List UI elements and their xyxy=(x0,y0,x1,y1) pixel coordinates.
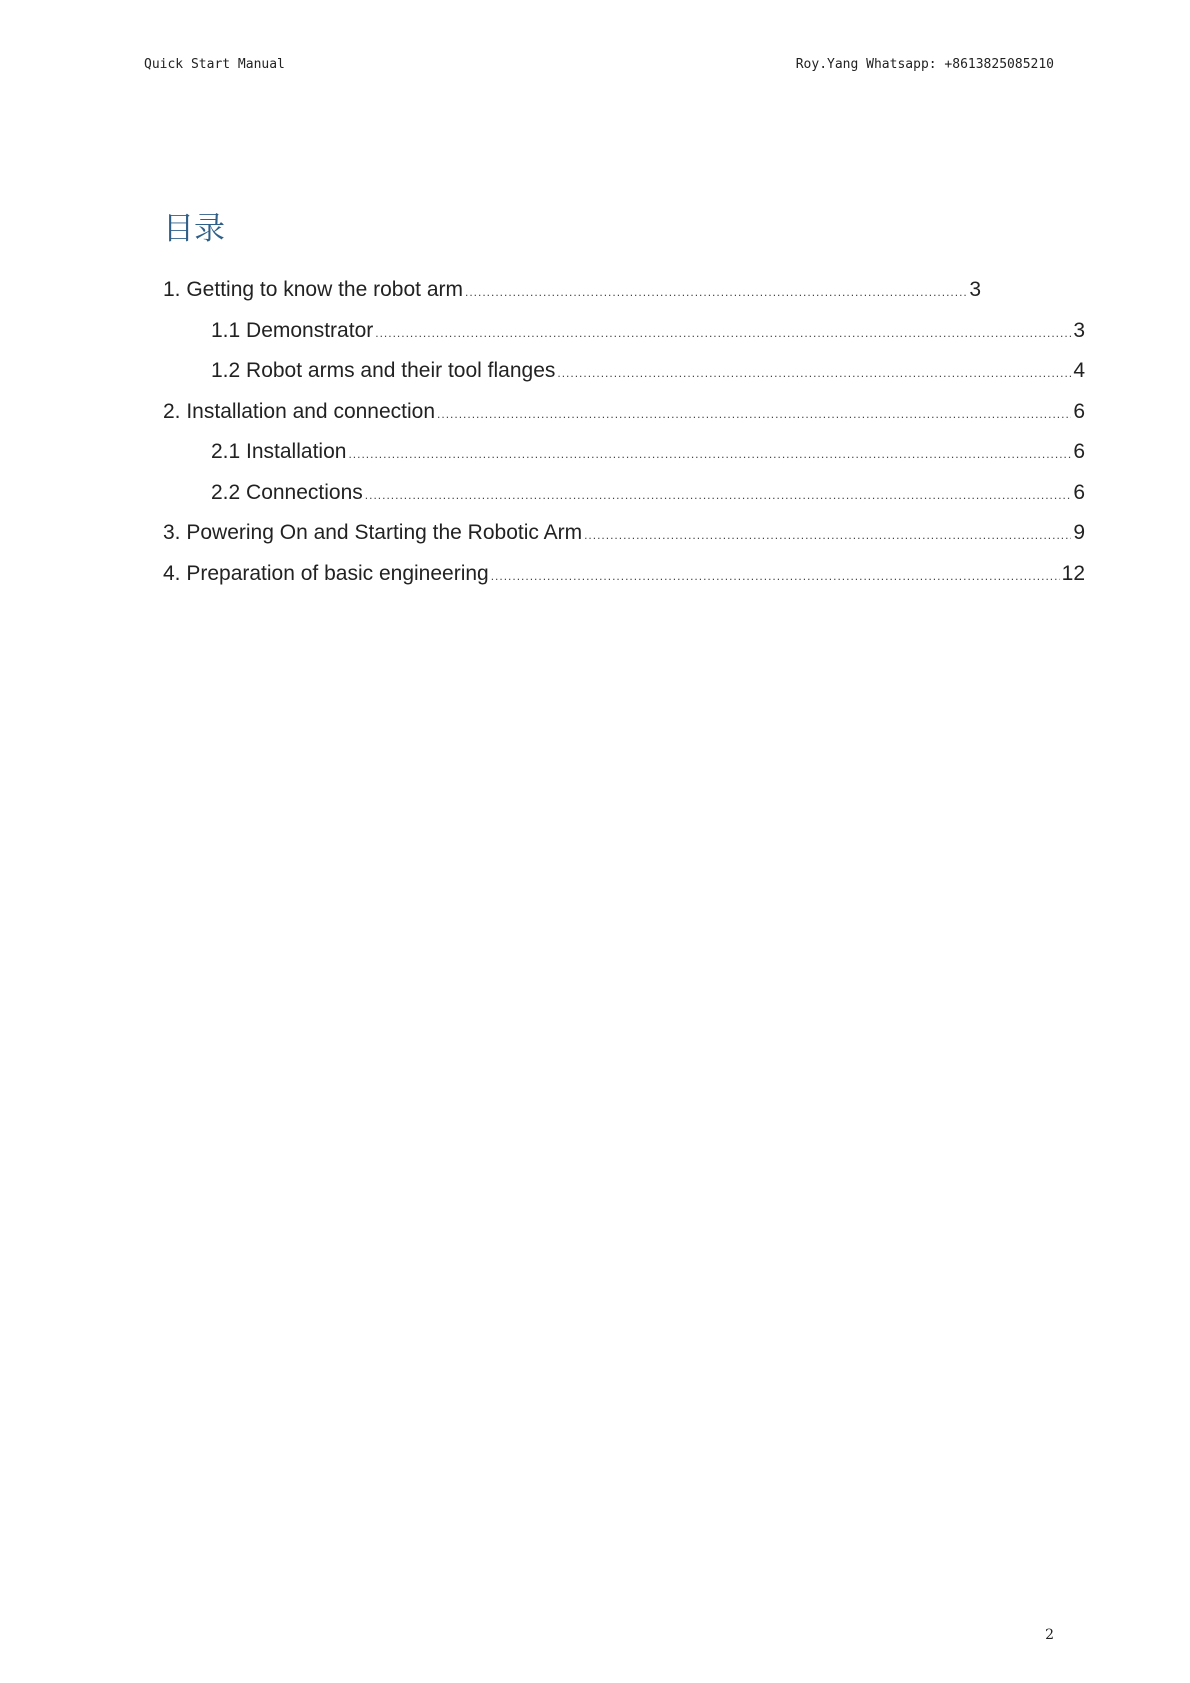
toc-entry[interactable] xyxy=(163,481,1085,522)
toc-entry-page: 4 xyxy=(1073,359,1085,382)
page-number: 2 xyxy=(1045,1627,1054,1643)
toc-dot-leader xyxy=(465,285,967,299)
toc-entry-page: 3 xyxy=(969,278,981,301)
toc-dot-leader xyxy=(365,488,1072,502)
toc-entry[interactable] xyxy=(163,319,1085,360)
toc-entry-label: 2. Installation and connection xyxy=(163,399,436,423)
toc-entry[interactable] xyxy=(163,359,1085,400)
running-header-left: Quick Start Manual xyxy=(144,57,285,72)
toc-entry-page: 12 xyxy=(1061,561,1085,585)
toc-entry-label: 2.2 Connections xyxy=(211,480,363,504)
toc-dot-leader xyxy=(584,528,1071,542)
toc-entry-label: 1.2 Robot arms and their tool flanges xyxy=(211,359,556,382)
toc-entry-page: 6 xyxy=(1073,440,1085,463)
toc-entry-label: 1.1 Demonstrator xyxy=(211,318,374,342)
toc-dot-leader xyxy=(557,366,1071,380)
toc-dot-leader xyxy=(348,447,1071,461)
toc-entry[interactable] xyxy=(163,278,981,319)
toc-entry-page: 6 xyxy=(1073,480,1085,504)
toc-entry-page: 3 xyxy=(1073,318,1085,342)
toc-entry-label: 2.1 Installation xyxy=(211,440,347,463)
table-of-contents xyxy=(163,278,1085,602)
toc-entry-label: 4. Preparation of basic engineering xyxy=(163,561,489,585)
toc-entry[interactable] xyxy=(163,400,1085,441)
toc-entry-label: 1. Getting to know the robot arm xyxy=(163,278,463,301)
toc-dot-leader xyxy=(491,569,1060,583)
toc-entry-page: 9 xyxy=(1073,521,1085,544)
toc-entry[interactable] xyxy=(163,521,1085,562)
toc-entry[interactable] xyxy=(163,562,1085,603)
toc-dot-leader xyxy=(437,407,1071,421)
toc-dot-leader xyxy=(375,326,1071,340)
running-header-right: Roy.Yang Whatsapp: +8613825085210 xyxy=(795,57,1054,72)
toc-entry-page: 6 xyxy=(1073,399,1085,423)
toc-entry[interactable] xyxy=(163,440,1085,481)
toc-entry-label: 3. Powering On and Starting the Robotic Arm xyxy=(163,521,583,544)
toc-title: 目录 xyxy=(163,211,225,247)
